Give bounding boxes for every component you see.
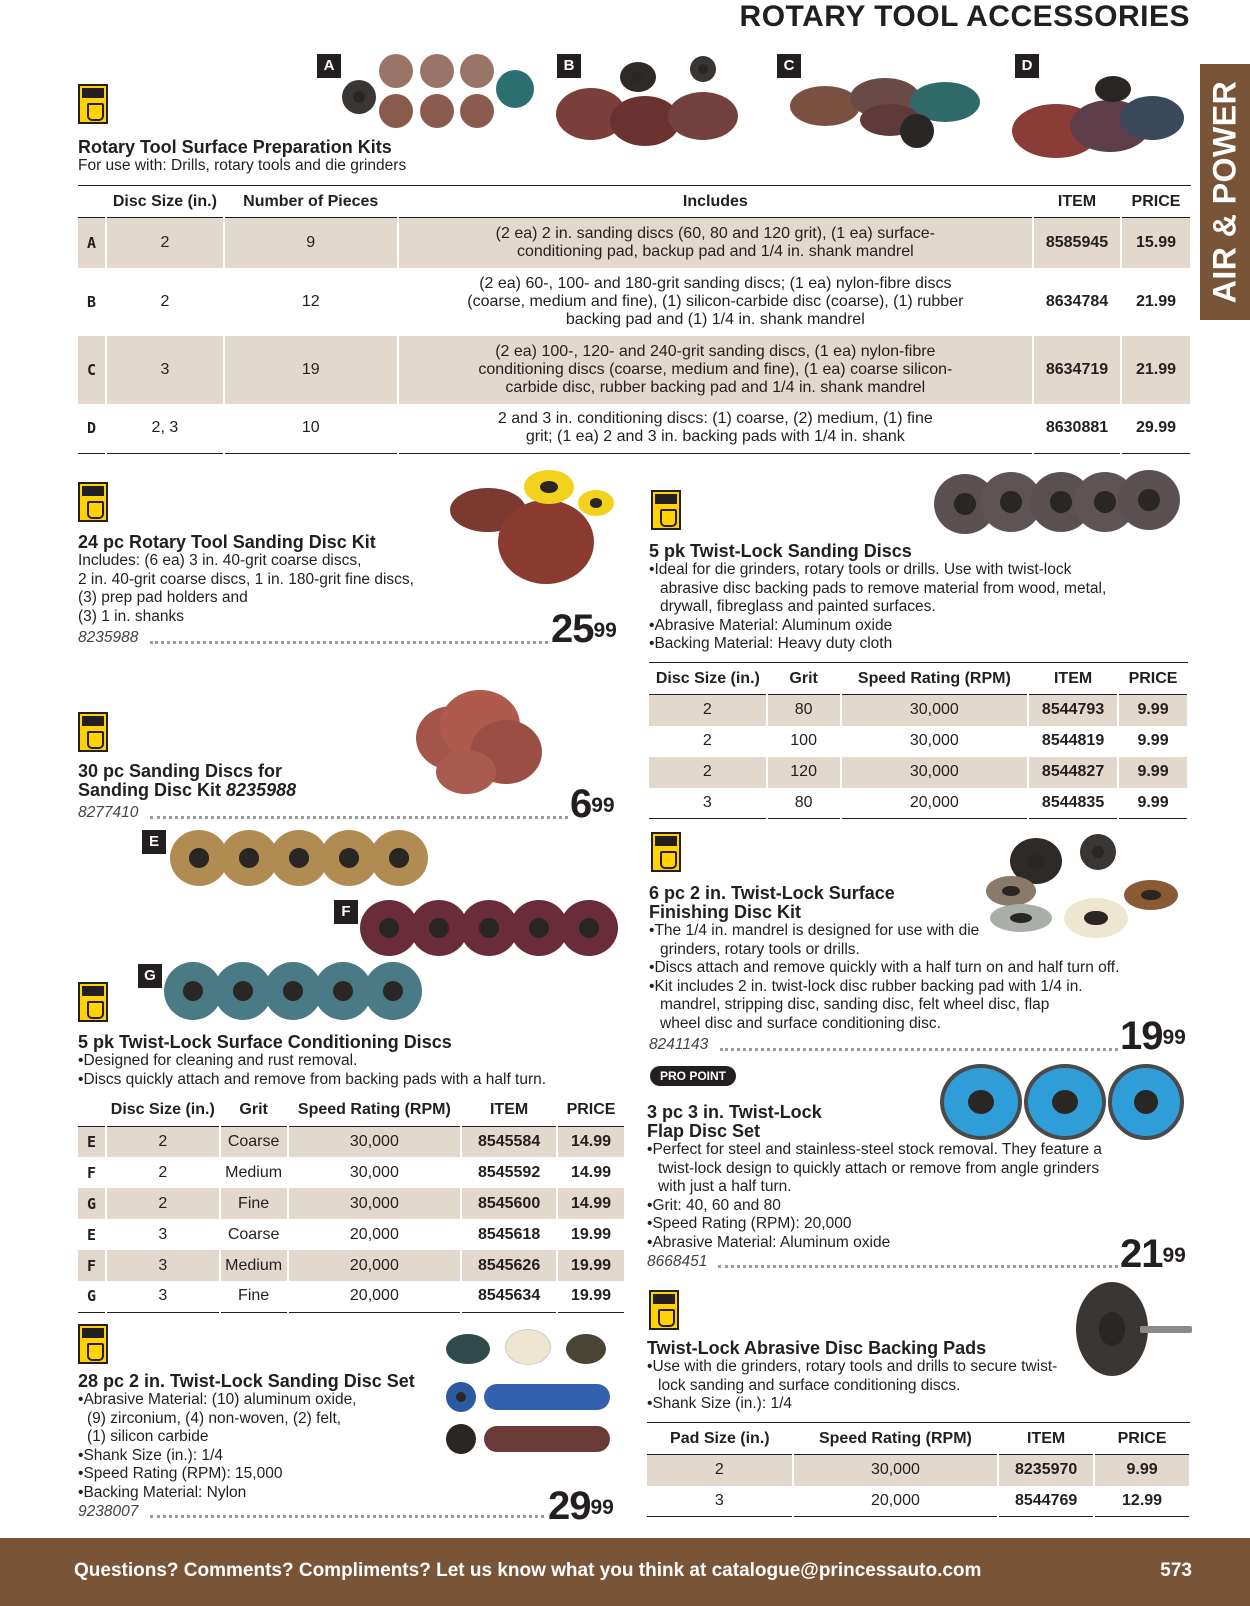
leader-dots xyxy=(720,1048,1118,1051)
label-c-badge: C xyxy=(777,54,801,78)
table-row: E 2 Coarse 30,000 8545584 14.99 xyxy=(78,1126,625,1157)
power-fist-logo xyxy=(651,832,681,872)
col-disc-size: Disc Size (in.) xyxy=(649,663,767,695)
table-row: 2 30,000 8235970 9.99 xyxy=(647,1455,1190,1486)
sand5-table xyxy=(649,662,1189,819)
col-letter xyxy=(78,1094,106,1126)
table-row: D 2, 3 10 2 and 3 in. conditioning discs: (1) coarse, (2) medium, (1) fine grit; (1 ea) 2 and 3 in. backing pads with 1/4 in. shank 8630881 29.99 xyxy=(78,404,1191,454)
finish6-bullets: •The 1/4 in. mandrel is designed for use with die grinders, rotary tools or drills. •Discs attach and remove quickly with a half turn on and half turn off. •Kit includes 2 in. twist-lock disc rubber backing pad with 1/4 in. mandrel, stripping disc, sanding disc, felt wheel disc, flap wheel disc and surface conditioning disc. xyxy=(649,922,1120,1032)
flap3-sku: 8668451 xyxy=(647,1253,708,1270)
col-disc-size: Disc Size (in.) xyxy=(106,1094,220,1126)
label-d-badge: D xyxy=(1015,54,1039,78)
label-e-badge: E xyxy=(142,830,166,854)
page-title: ROTARY TOOL ACCESSORIES xyxy=(739,0,1190,33)
footer-message: Questions? Comments? Compliments? Let us know what you think at catalogue@princessauto.com xyxy=(74,1560,982,1581)
leader-dots xyxy=(150,816,568,819)
col-item: ITEM xyxy=(461,1094,557,1126)
table-row: F 2 Medium 30,000 8545592 14.99 xyxy=(78,1157,625,1188)
col-price: PRICE xyxy=(557,1094,625,1126)
col-price: PRICE xyxy=(1094,1423,1190,1455)
p28-title: 28 pc 2 in. Twist-Lock Sanding Disc Set xyxy=(78,1371,415,1391)
table-header-row xyxy=(78,186,1191,218)
p24-price: $25^{99}$ xyxy=(551,607,617,651)
power-fist-logo xyxy=(78,482,108,522)
cond-table xyxy=(78,1094,626,1313)
table-row: B 2 12 (2 ea) 60-, 100- and 180-grit sanding discs; (1 ea) nylon-fibre discs (coarse, medium and fine), (1) silicon-carbide disc (coarse), (1) rubber backing pad and (1) 1/4 in. shank mandrel 8634784 21.99 xyxy=(78,268,1191,336)
cond-bullets: •Designed for cleaning and rust removal. •Discs quickly attach and remove from backing pads with a half turn. xyxy=(78,1052,547,1088)
col-letter xyxy=(78,186,106,218)
pads-table xyxy=(647,1422,1191,1517)
leader-dots xyxy=(718,1265,1118,1268)
p30-sku: 8277410 xyxy=(78,804,139,821)
p30-price: $6^{99}$ xyxy=(570,782,615,826)
power-fist-logo xyxy=(78,712,108,752)
cond-title: 5 pk Twist-Lock Surface Conditioning Discs xyxy=(78,1032,452,1052)
col-grit: Grit xyxy=(767,663,841,695)
kits-table xyxy=(78,185,1192,454)
p28-price: $29^{99}$ xyxy=(548,1484,614,1528)
table-row: C 3 19 (2 ea) 100-, 120- and 240-grit sanding discs, (1 ea) nylon-fibre conditioning discs (coarse, medium and fine), (1 ea) coarse silicon-carbide disc, rubber backing pad and 1/4 in. shank mandrel 8634719 21.99 xyxy=(78,336,1191,404)
power-fist-logo xyxy=(651,490,681,530)
label-b-badge: B xyxy=(557,54,581,78)
p30-title: 30 pc Sanding Discs for Sanding Disc Kit 8235988 xyxy=(78,761,297,800)
col-speed: Speed Rating (RPM) xyxy=(841,663,1029,695)
power-fist-logo xyxy=(78,1324,108,1364)
table-row: 3 80 20,000 8544835 9.99 xyxy=(649,788,1188,819)
finish6-price: $19^{99}$ xyxy=(1120,1014,1186,1058)
label-f-badge: F xyxy=(334,900,358,924)
p24-sku: 8235988 xyxy=(78,629,139,646)
col-grit: Grit xyxy=(220,1094,288,1126)
table-row: 3 20,000 8544769 12.99 xyxy=(647,1486,1190,1517)
sand5-title: 5 pk Twist-Lock Sanding Discs xyxy=(649,541,912,561)
kits-title: Rotary Tool Surface Preparation Kits xyxy=(78,137,392,157)
col-speed: Speed Rating (RPM) xyxy=(288,1094,462,1126)
pads-title: Twist-Lock Abrasive Disc Backing Pads xyxy=(647,1338,987,1358)
page-number: 573 xyxy=(1160,1560,1192,1581)
table-header-row xyxy=(649,663,1188,695)
col-item: ITEM xyxy=(998,1423,1094,1455)
p24-title: 24 pc Rotary Tool Sanding Disc Kit xyxy=(78,532,376,552)
power-fist-logo xyxy=(649,1290,679,1330)
col-speed: Speed Rating (RPM) xyxy=(793,1423,999,1455)
flap3-title: 3 pc 3 in. Twist-Lock Flap Disc Set xyxy=(647,1102,822,1141)
col-item: ITEM xyxy=(1028,663,1118,695)
flap3-price: $21^{99}$ xyxy=(1120,1232,1186,1276)
p28-bullets: •Abrasive Material: (10) aluminum oxide, (9) zirconium, (4) non-woven, (2) felt, (1) silicon carbide •Shank Size (in.): 1/4 •Speed Rating (RPM): 15,000 •Backing Material: Nylon xyxy=(78,1391,357,1501)
col-pad-size: Pad Size (in.) xyxy=(647,1423,793,1455)
table-row: A 2 9 (2 ea) 2 in. sanding discs (60, 80 and 120 grit), (1 ea) surface-conditioning pad, backup pad and 1/4 in. shank mandrel 8585945 15.99 xyxy=(78,218,1191,268)
p24-description: Includes: (6 ea) 3 in. 40-grit coarse discs, 2 in. 40-grit coarse discs, 1 in. 180-grit fine discs, (3) prep pad holders and (3) 1 in. shanks xyxy=(78,552,414,625)
finish6-title: 6 pc 2 in. Twist-Lock Surface Finishing Disc Kit xyxy=(649,883,895,922)
col-price: PRICE xyxy=(1118,663,1188,695)
col-includes: Includes xyxy=(398,186,1033,218)
table-row: G 2 Fine 30,000 8545600 14.99 xyxy=(78,1188,625,1219)
sand5-bullets: •Ideal for die grinders, rotary tools or drills. Use with twist-lock abrasive disc backing pads to remove material from wood, metal, drywall, fibreglass and painted surfaces. •Abrasive Material: Aluminum oxide •Backing Material: Heavy duty cloth xyxy=(649,561,1107,652)
table-header-row xyxy=(78,1094,625,1126)
table-row: E 3 Coarse 20,000 8545618 19.99 xyxy=(78,1219,625,1250)
power-fist-logo xyxy=(78,982,108,1022)
table-header-row xyxy=(647,1423,1190,1455)
kits-subtitle: For use with: Drills, rotary tools and die grinders xyxy=(78,157,407,174)
power-fist-logo xyxy=(78,84,108,124)
leader-dots xyxy=(150,1515,544,1518)
pads-bullets: •Use with die grinders, rotary tools and drills to secure twist-lock sanding and surface conditioning discs. •Shank Size (in.): 1/4 xyxy=(647,1358,1058,1412)
flap3-bullets: •Perfect for steel and stainless-steel stock removal. They feature a twist-lock design to quickly attach or remove from angle grinders with just a half turn. •Grit: 40, 60 and 80 •Speed Rating (RPM): 20,000 •Abrasive Material: Aluminum oxide xyxy=(647,1141,1102,1251)
table-row: 2 100 30,000 8544819 9.99 xyxy=(649,726,1188,757)
table-row: 2 120 30,000 8544827 9.99 xyxy=(649,757,1188,788)
col-pieces: Number of Pieces xyxy=(224,186,398,218)
section-tab xyxy=(1200,64,1250,320)
section-tab-label: AIR & POWER xyxy=(1206,80,1243,304)
col-disc-size: Disc Size (in.) xyxy=(106,186,224,218)
table-row: G 3 Fine 20,000 8545634 19.99 xyxy=(78,1281,625,1312)
p28-sku: 9238007 xyxy=(78,1503,139,1520)
finish6-sku: 8241143 xyxy=(649,1036,709,1053)
table-row: 2 80 30,000 8544793 9.99 xyxy=(649,695,1188,726)
page-footer xyxy=(0,1538,1250,1606)
col-item: ITEM xyxy=(1033,186,1121,218)
pro-point-logo: PRO POINT xyxy=(650,1066,736,1086)
label-a-badge: A xyxy=(317,54,341,78)
label-g-badge: G xyxy=(138,964,162,988)
leader-dots xyxy=(150,641,548,644)
col-price: PRICE xyxy=(1121,186,1191,218)
table-row: F 3 Medium 20,000 8545626 19.99 xyxy=(78,1250,625,1281)
